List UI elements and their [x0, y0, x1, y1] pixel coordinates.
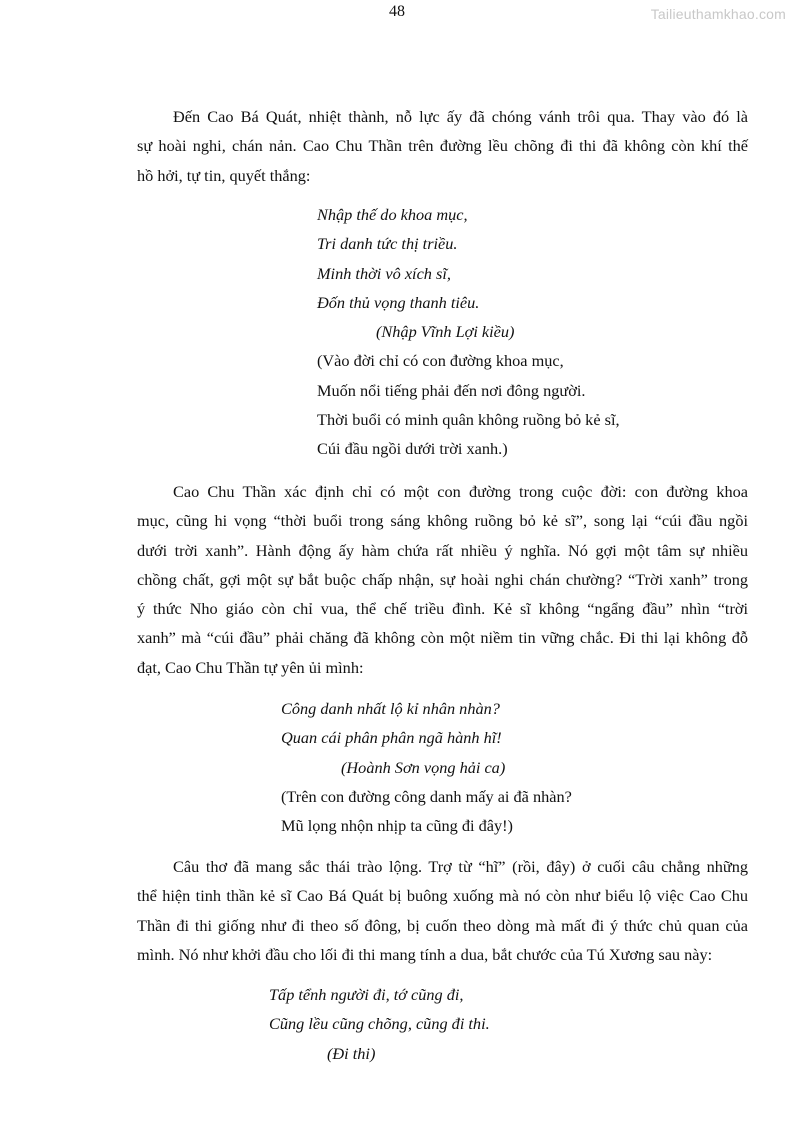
poem-2	[281, 694, 572, 840]
paragraph-line: mục, cũng hi vọng “thời buổi trong sáng không ruồng bỏ kẻ sĩ”, song lại “cúi đầu ngồi	[137, 511, 748, 531]
paragraph-line: Cao Chu Thần xác định chỉ có một con đường trong cuộc đời: con đường khoa	[173, 482, 748, 501]
translation-line: Mũ lọng nhộn nhịp ta cũng đi đây!)	[281, 816, 513, 836]
poem-source: (Nhập Vĩnh Lợi kiều)	[376, 322, 515, 342]
poem-source: (Đi thi)	[327, 1043, 376, 1063]
poem-line: Công danh nhất lộ kỉ nhân nhàn?	[281, 699, 500, 718]
paragraph-line: đạt, Cao Chu Thần tự yên ủi mình:	[137, 657, 364, 677]
poem-line: Tri danh tức thị triều.	[317, 234, 458, 254]
paragraph-line: xanh” mà “cúi đầu” phải chăng đã không còn một niềm tin vững chắc. Đi thi lại không đỗ	[137, 628, 748, 648]
paragraph-line: Đến Cao Bá Quát, nhiệt thành, nỗ lực ấy đã chóng vánh trôi qua. Thay vào đó là	[173, 107, 748, 126]
paragraph-line: sự hoài nghi, chán nản. Cao Chu Thần trên đường lều chõng đi thi đã không còn khí thế	[137, 136, 748, 156]
paragraph-line: ý thức Nho giáo còn chỉ vua, thể chế triều đình. Kẻ sĩ không “ngẩng đầu” nhìn “trời	[137, 599, 748, 619]
paragraph-2	[137, 477, 748, 682]
paragraph-3	[137, 852, 748, 969]
poem-line: Cũng lều cũng chõng, cũng đi thi.	[269, 1014, 490, 1034]
paragraph-line: Câu thơ đã mang sắc thái trào lộng. Trợ từ “hĩ” (rồi, đây) ở cuối câu chẳng những	[173, 857, 748, 876]
poem-line: Minh thời vô xích sĩ,	[317, 263, 451, 283]
translation-line: Muốn nổi tiếng phải đến nơi đông người.	[317, 380, 586, 400]
paragraph-line: mình. Nó như khởi đầu cho lối đi thi mang tính a dua, bắt chước của Tú Xương sau này:	[137, 944, 713, 964]
translation-line: (Vào đời chỉ có con đường khoa mục,	[317, 351, 564, 371]
watermark: Tailieuthamkhao.com	[650, 6, 786, 22]
poem-line: Quan cái phân phân ngã hành hĩ!	[281, 728, 502, 748]
translation-line: Cúi đầu ngồi dưới trời xanh.)	[317, 439, 508, 459]
poem-line: Nhập thế do khoa mục,	[317, 205, 468, 224]
translation-line: Thời buổi có minh quân không ruồng bỏ kẻ sĩ,	[317, 410, 620, 430]
paragraph-line: chồng chất, gợi một sự bắt buộc chấp nhận, sự hoài nghi chán chường? “Trời xanh” trong	[137, 569, 748, 589]
paragraph-line: dưới trời xanh”. Hành động ấy hàm chứa rất nhiều ý nghĩa. Nó gợi một tâm sự nhiều	[137, 540, 748, 560]
paragraph-line: hồ hởi, tự tin, quyết thắng:	[137, 165, 311, 185]
poem-3	[269, 980, 490, 1068]
paragraph-1	[137, 102, 748, 190]
page-number: 48	[389, 3, 405, 20]
paragraph-line: Thần đi thi giống như đi theo số đông, bị cuốn theo dòng mà mất đi ý thức chủ quan của	[137, 915, 748, 935]
poem-line: Đốn thủ vọng thanh tiêu.	[317, 292, 480, 312]
paragraph-line: thể hiện tinh thần kẻ sĩ Cao Bá Quát bị buông xuống mà nó còn như biểu lộ việc Cao Chu	[137, 886, 748, 906]
poem-1	[317, 200, 620, 464]
poem-source: (Hoành Sơn vọng hải ca)	[341, 757, 506, 777]
poem-line: Tấp tểnh người đi, tớ cũng đi,	[269, 985, 464, 1004]
translation-line: (Trên con đường công danh mấy ai đã nhàn?	[281, 786, 572, 806]
